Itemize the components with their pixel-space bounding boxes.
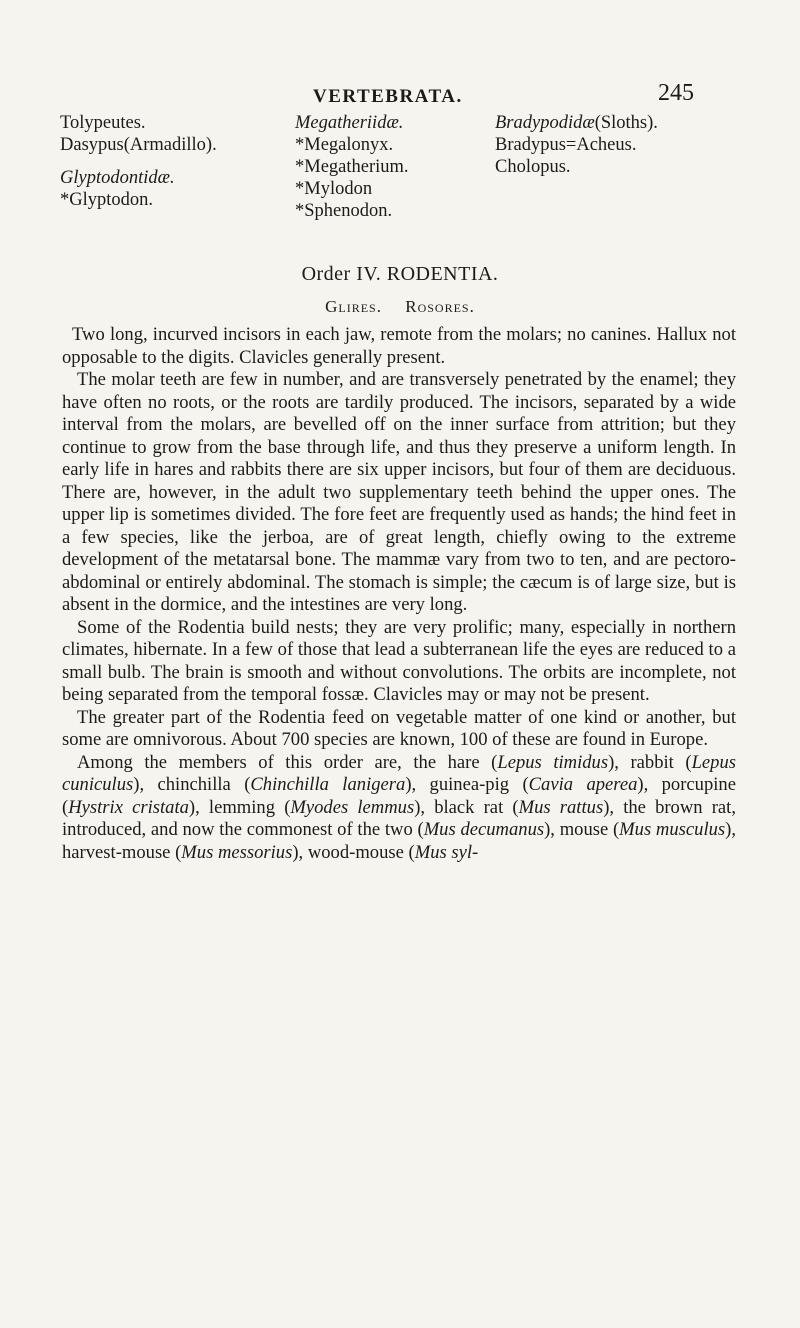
- genus-entry: *Megalonyx.: [295, 135, 394, 155]
- genus-entry: *Glyptodon.: [60, 190, 154, 210]
- text-run: ), lemming (: [188, 796, 291, 818]
- species-name: Mus musculus: [619, 819, 726, 840]
- text-run: ), porcupine (: [62, 774, 736, 818]
- species-name: Hystrix cristata: [68, 796, 189, 818]
- species-name: Mus syl-: [414, 841, 479, 863]
- paragraph-characteristics: Two long, incurved incisors in each jaw, remote from the molars; no canines. Hallux not opposable to the digits. Clavicles generally present.: [62, 324, 736, 368]
- family-heading: Megatheriidæ.: [295, 113, 404, 133]
- genus-entry: Dasypus(Armadillo).: [60, 135, 217, 155]
- paragraph-diet: The greater part of the Rodentia feed on vegetable matter of one kind or another, but some are omnivorous. About 700 species are known, 100 of these are found in Europe.: [62, 706, 736, 750]
- running-title: VERTEBRATA.: [313, 86, 463, 107]
- taxa-column-1: [60, 112, 275, 211]
- species-name: Chinchilla lanigera: [250, 774, 406, 795]
- suborder-name: Rosores.: [405, 297, 475, 316]
- genus-entry: Bradypus=Acheus.: [495, 135, 637, 155]
- species-name: Myodes lemmus: [290, 796, 415, 818]
- text-run: ), black rat (: [414, 796, 519, 818]
- family-heading: Glyptodontidæ.: [60, 168, 175, 188]
- suborder-line: [0, 297, 800, 317]
- genus-entry: *Sphenodon.: [295, 201, 393, 221]
- body-text: [62, 324, 736, 864]
- text-run: ), wood-mouse (: [292, 841, 415, 863]
- classification-list: [60, 112, 740, 222]
- paragraph-teeth-anatomy: The molar teeth are few in number, and are transversely penetrated by the enamel; they have often no roots, or the roots are tardily produced. The incisors, separated by a wide interval from the molars, are bevelled off on the inner surface from attrition; but they continue to grow from the base through life, and thus they preserve a uniform length. In early life in hares and rabbits there are six upper incisors, but four of them are deciduous. There are, however, in the adult two supplementary teeth behind the upper ones. The upper lip is sometimes divided. The fore feet are frequently used as hands; the hind feet in a few species, like the jerboa, are of great length, chiefly owing to the extreme development of the metatarsal bone. The mammæ vary from two to ten, and are pectoro-abdominal or entirely abdominal. The stomach is simple; the cæcum is of large size, but is absent in the dormice, and the intestines are very long.: [62, 369, 736, 615]
- paragraph-habits: Some of the Rodentia build nests; they are very prolific; many, especially in northern climates, hibernate. In a few of those that lead a subterranean life the eyes are reduced to a small bulb. The brain is smooth and without convolutions. The orbits are incomplete, not being separated from the temporal fossæ. Clavicles may or may not be present.: [62, 616, 736, 705]
- family-common-name: (Sloths).: [594, 113, 658, 133]
- species-name: Lepus cuniculus: [62, 751, 737, 795]
- genus-entry: *Megatherium.: [295, 157, 409, 177]
- text-run: ), mouse (: [544, 819, 620, 840]
- page-number: 245: [658, 80, 694, 106]
- genus-entry: Cholopus.: [495, 157, 571, 177]
- genus-entry: *Mylodon: [295, 179, 373, 199]
- running-head: [0, 76, 800, 116]
- suborder-name: Glires.: [325, 297, 382, 316]
- species-name: Mus messorius: [181, 841, 293, 863]
- text-run: ), chinchilla (: [133, 774, 251, 795]
- text-run: ), rabbit (: [608, 751, 692, 773]
- species-name: Mus rattus: [518, 796, 604, 818]
- taxa-column-2: [295, 112, 505, 222]
- text-run: Among the members of this order are, the hare (: [77, 751, 498, 773]
- text-run: ), harvest-mouse (: [62, 819, 736, 863]
- order-heading: Order IV. RODENTIA.: [301, 263, 499, 285]
- species-name: Mus decumanus: [423, 819, 545, 840]
- family-heading-line: [495, 112, 745, 134]
- paragraph-members: [62, 752, 736, 865]
- genus-entry: Tolypeutes.: [60, 113, 146, 133]
- text-run: ), guinea-pig (: [405, 774, 529, 795]
- species-name: Cavia aperea: [528, 774, 638, 795]
- text-run: ), the brown rat, introduced, and now the commonest of the two (: [62, 796, 737, 840]
- species-name: Lepus timidus: [497, 751, 609, 773]
- taxa-column-3: [495, 112, 745, 178]
- family-heading: Bradypodidæ: [495, 113, 595, 133]
